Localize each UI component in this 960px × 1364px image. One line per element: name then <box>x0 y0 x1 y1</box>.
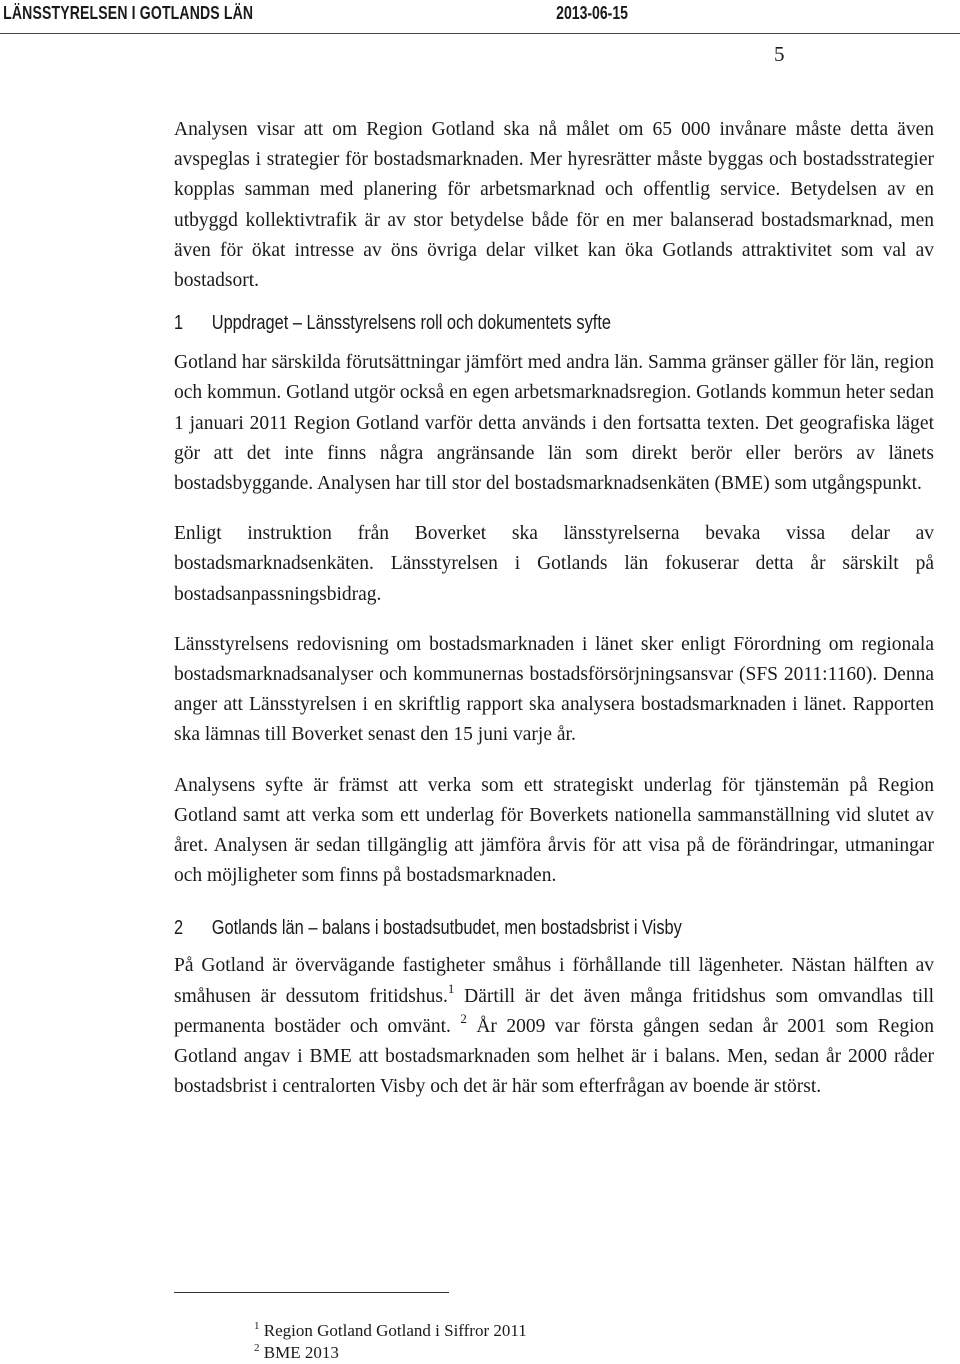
header-date: 2013-06-15 <box>556 3 628 23</box>
section-1-title: Uppdraget – Länsstyrelsens roll och dokumentets syfte <box>211 312 612 335</box>
section-2-title: Gotlands län – balans i bostadsutbudet, men bostadsbrist i Visby <box>211 917 682 940</box>
footnote-number: 1 <box>254 1320 260 1332</box>
section-1-paragraph: Enligt instruktion från Boverket ska länsstyrelserna bevaka vissa delar av bostadsmarknadsenkäten. Länsstyrelsen i Gotlands län fokuserar detta år särskilt på bostadsanpassningsbidrag. <box>174 523 934 605</box>
footnote-ref-2: 2 <box>460 1010 467 1026</box>
footnote-rule <box>174 1292 449 1293</box>
section-1-paragraph: Analysens syfte är främst att verka som ett strategiskt underlag för tjänstemän på Region Gotland samt att verka som ett underlag för Boverkets nationella sammanställning vid slutet av året. Analysen är sedan tillgänglig att jämföra årvis för att visa på de förändringar, utmaningar och möjligheter som finns på bostadsmarknaden. <box>174 774 934 887</box>
section-2-text-a: På Gotland är övervägande fastigheter småhus i förhållande till lägenheter. Nästan hälften av småhusen är dessutom fritidshus. <box>174 955 934 1007</box>
document-body <box>174 115 934 1102</box>
footnote-ref-1: 1 <box>447 980 455 996</box>
footnote-text: Region Gotland Gotland i Siffror 2011 <box>263 1321 527 1340</box>
header-organization: LÄNSSTYRELSEN I GOTLANDS LÄN <box>3 3 254 23</box>
section-1-paragraph: Gotland har särskilda förutsättningar jämfört med andra län. Samma gränser gäller för län, region och kommun. Gotland utgör också en egen arbetsmarknadsregion. Gotlands kommun heter sedan 1 januari 2011 Region Gotland varför detta används i den fortsatta texten. Det geografiska läget gör att det inte finns några angränsande län som direkt berör eller berörs av länets bostadsbyggande. Analysen har till stor del bostadsmarknadsenkäten (BME) som utgångspunkt. <box>174 352 934 495</box>
section-2-heading <box>174 913 797 943</box>
section-1-number: 1 <box>174 312 184 335</box>
section-2-number: 2 <box>174 917 184 940</box>
footnote-number: 2 <box>254 1342 260 1354</box>
section-2-paragraph <box>174 951 934 1102</box>
section-1-paragraph: Länsstyrelsens redovisning om bostadsmarknaden i länet sker enligt Förordning om regionala bostadsmarknadsanalyser och kommunernas bostadsförsörjningsansvar (SFS 2011:1160). Denna anger att Länsstyrelsen i en skriftlig rapport ska analysera bostadsmarknaden i länet. Rapporten ska lämnas till Boverket senast den 15 juni varje år. <box>174 633 934 746</box>
section-1-heading <box>174 308 797 338</box>
page-number: 5 <box>774 42 785 66</box>
section-2-text-c: År 2009 var första gången sedan år 2001 som Region Gotland angav i BME att bostadsmarknaden som helhet är i balans. Men, sedan år 2000 råder bostadsbrist i centralorten Visby och det är här som efterfrågan av boende är störst. <box>174 1015 934 1098</box>
intro-paragraph: Analysen visar att om Region Gotland ska nå målet om 65 000 invånare måste detta även avspeglas i strategier för bostadsmarknaden. Mer hyresrätter måste byggas och bostadsstrategier kopplas samman med planering för arbetsmarknad och offentlig service. Betydelsen av en utbyggd kollektivtrafik är av stor betydelse både för en mer balanserad bostadsmarknad, men även för ökat intresse av öns övriga delar vilket kan öka Gotlands attraktivitet som val av bostadsort. <box>174 119 934 292</box>
footnote <box>254 1320 527 1342</box>
section-2-text-b: Därtill är det även många fritidshus som omvandlas till permanenta bostäder och omvänt. <box>174 985 934 1037</box>
footnote-text: BME 2013 <box>263 1343 339 1362</box>
footnote <box>254 1342 527 1364</box>
footnotes <box>254 1320 527 1364</box>
page-header <box>0 0 749 30</box>
header-rule <box>0 33 960 34</box>
